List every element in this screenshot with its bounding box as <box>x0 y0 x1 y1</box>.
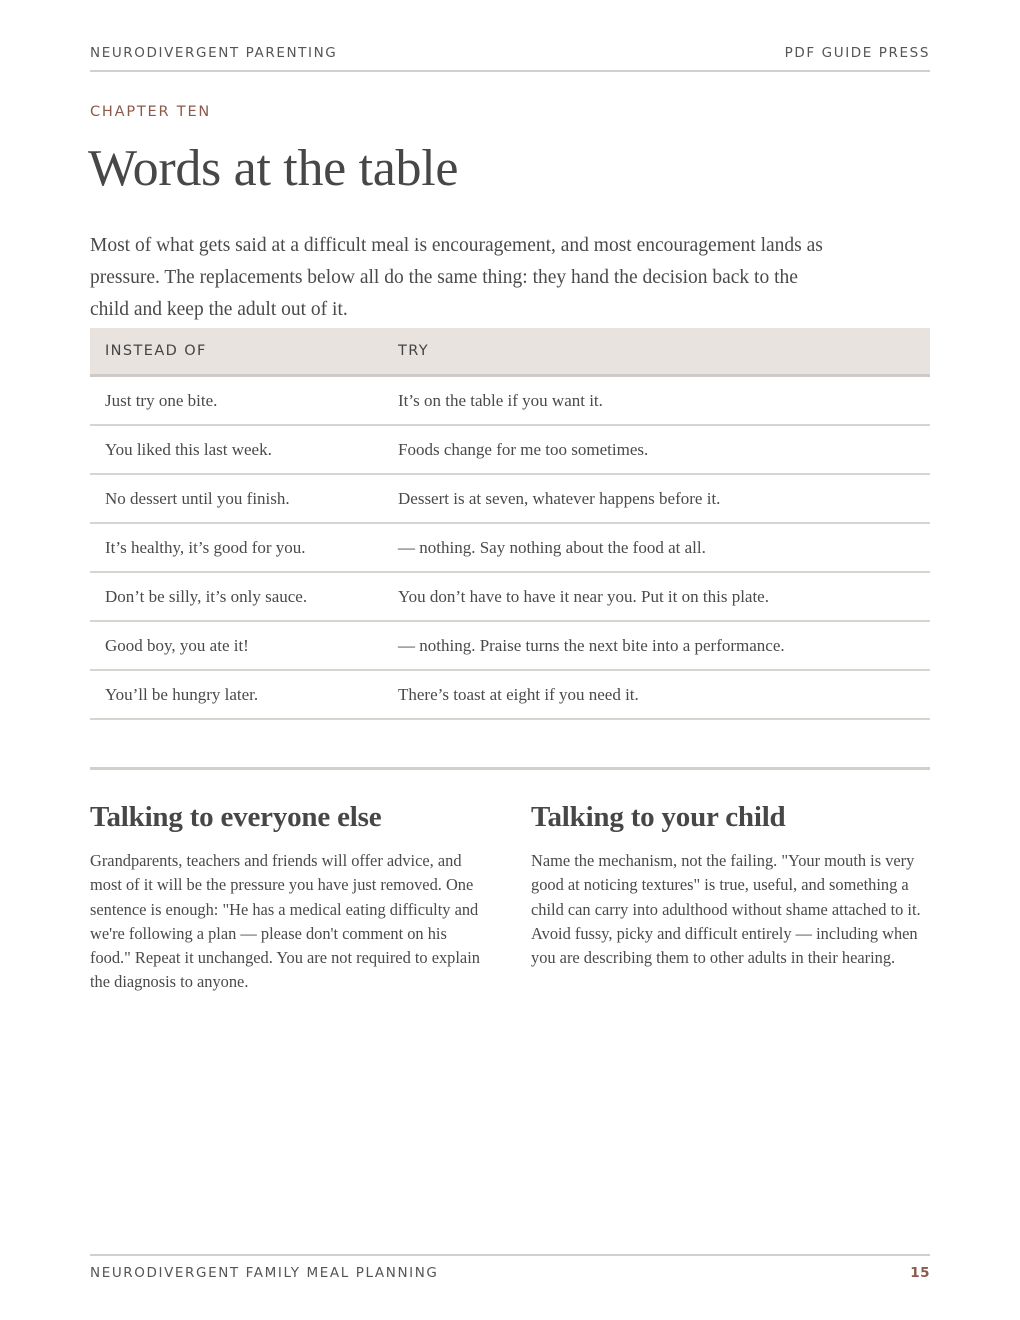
instead-of-cell: Just try one bite. <box>90 376 390 426</box>
header-series-title: NEURODIVERGENT PARENTING <box>90 45 338 61</box>
page-number: 15 <box>910 1265 930 1281</box>
column-header-try: TRY <box>390 328 930 376</box>
table-row <box>90 621 930 670</box>
running-footer <box>90 1265 930 1283</box>
table-row <box>90 670 930 719</box>
section-heading: Talking to everyone else <box>90 801 382 833</box>
try-cell: There’s toast at eight if you need it. <box>390 670 930 719</box>
instead-of-cell: You liked this last week. <box>90 425 390 474</box>
instead-of-cell: Good boy, you ate it! <box>90 621 390 670</box>
chapter-title: Words at the table <box>88 140 459 197</box>
header-publisher: PDF GUIDE PRESS <box>784 45 930 61</box>
footer-book-title: NEURODIVERGENT FAMILY MEAL PLANNING <box>90 1265 439 1281</box>
section-body: Grandparents, teachers and friends will offer advice, and most of it will be the pressure you have just removed. One sentence is enough: "He has a medical eating difficulty and we're following a plan — please don't comment on his food." Repeat it unchanged. You are not required to explain the diagnosis to anyone. <box>90 851 480 992</box>
chapter-kicker: CHAPTER TEN <box>90 104 212 120</box>
try-cell: — nothing. Say nothing about the food at all. <box>390 523 930 572</box>
instead-of-cell: You’ll be hungry later. <box>90 670 390 719</box>
instead-of-cell: It’s healthy, it’s good for you. <box>90 523 390 572</box>
header-rule <box>90 70 930 72</box>
table-row <box>90 523 930 572</box>
instead-of-cell: No dessert until you finish. <box>90 474 390 523</box>
running-header <box>90 45 930 63</box>
try-cell: — nothing. Praise turns the next bite into a performance. <box>390 621 930 670</box>
try-cell: It’s on the table if you want it. <box>390 376 930 426</box>
try-cell: You don’t have to have it near you. Put it on this plate. <box>390 572 930 621</box>
footer-rule <box>90 1254 930 1256</box>
intro-paragraph: Most of what gets said at a difficult meal is encouragement, and most encouragement lands as pressure. The replacements below all do the same thing: they hand the decision back to the child and keep the adult out of it. <box>90 235 823 320</box>
section-everyone-else <box>90 797 490 995</box>
page <box>90 0 930 1320</box>
phrase-replacement-table <box>90 328 930 720</box>
section-body: Name the mechanism, not the failing. "Your mouth is very good at noticing textures" is true, useful, and something a child can carry into adulthood without shame attached to it. Avoid fussy, picky and difficult entirely — including when you are describing them to other adults in their hearing. <box>531 851 921 968</box>
section-divider <box>90 767 930 770</box>
table-row <box>90 474 930 523</box>
column-header-instead-of: INSTEAD OF <box>90 328 390 376</box>
section-heading: Talking to your child <box>531 801 786 833</box>
instead-of-cell: Don’t be silly, it’s only sauce. <box>90 572 390 621</box>
table-row <box>90 425 930 474</box>
table-header-row <box>90 328 930 376</box>
try-cell: Foods change for me too sometimes. <box>390 425 930 474</box>
section-your-child <box>531 797 931 970</box>
table-row <box>90 376 930 426</box>
table-row <box>90 572 930 621</box>
try-cell: Dessert is at seven, whatever happens before it. <box>390 474 930 523</box>
